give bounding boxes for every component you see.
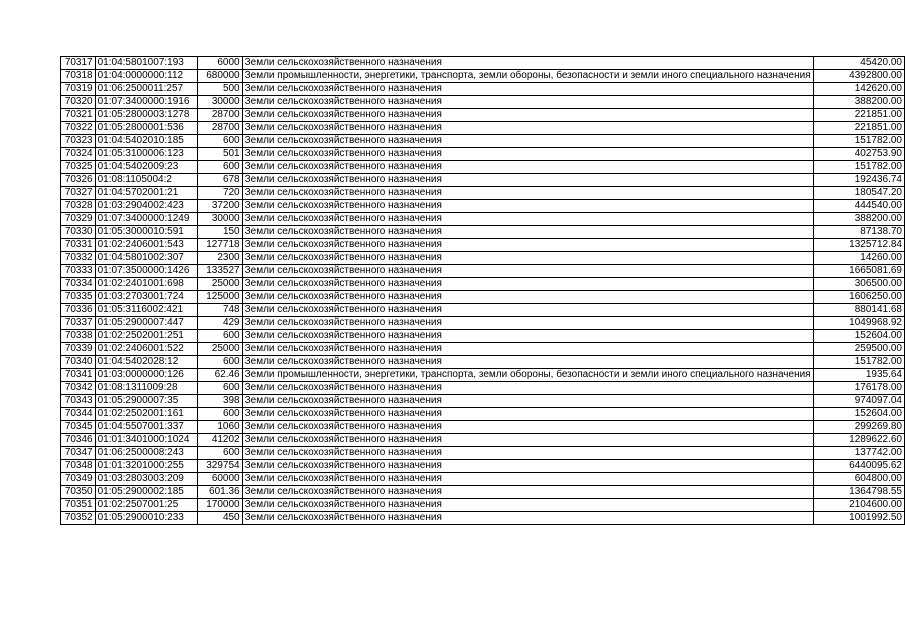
row-number-cell: 70320 <box>61 96 96 109</box>
cadastral-value-cell: 1935.64 <box>813 369 904 382</box>
cadastral-value-cell: 151782.00 <box>813 356 904 369</box>
cadastral-value-cell: 1665081.69 <box>813 265 904 278</box>
area-cell: 600 <box>198 382 243 395</box>
cadastral-value-cell: 6440095.62 <box>813 460 904 473</box>
row-number-cell: 70351 <box>61 499 96 512</box>
cadastral-number-cell: 01:05:3000010:591 <box>95 226 197 239</box>
cadastral-number-cell: 01:05:2900002:185 <box>95 486 197 499</box>
land-category-cell: Земли сельскохозяйственного назначения <box>242 421 813 434</box>
row-number-cell: 70340 <box>61 356 96 369</box>
table-row <box>61 122 905 135</box>
row-number-cell: 70333 <box>61 265 96 278</box>
table-row <box>61 304 905 317</box>
cadastral-value-cell: 1049968.92 <box>813 317 904 330</box>
table-row <box>61 174 905 187</box>
cadastral-number-cell: 01:07:3500000:1426 <box>95 265 197 278</box>
land-category-cell: Земли сельскохозяйственного назначения <box>242 317 813 330</box>
cadastral-number-cell: 01:06:2500008:243 <box>95 447 197 460</box>
cadastral-value-cell: 388200.00 <box>813 96 904 109</box>
area-cell: 41202 <box>198 434 243 447</box>
area-cell: 720 <box>198 187 243 200</box>
cadastral-value-cell: 152604.00 <box>813 330 904 343</box>
cadastral-number-cell: 01:02:2507001:25 <box>95 499 197 512</box>
area-cell: 329754 <box>198 460 243 473</box>
area-cell: 600 <box>198 161 243 174</box>
area-cell: 30000 <box>198 96 243 109</box>
row-number-cell: 70332 <box>61 252 96 265</box>
row-number-cell: 70326 <box>61 174 96 187</box>
area-cell: 25000 <box>198 343 243 356</box>
table-row <box>61 57 905 70</box>
area-cell: 6000 <box>198 57 243 70</box>
row-number-cell: 70339 <box>61 343 96 356</box>
table-row <box>61 213 905 226</box>
land-category-cell: Земли сельскохозяйственного назначения <box>242 96 813 109</box>
cadastral-number-cell: 01:02:2406001:543 <box>95 239 197 252</box>
land-category-cell: Земли сельскохозяйственного назначения <box>242 278 813 291</box>
area-cell: 125000 <box>198 291 243 304</box>
land-category-cell: Земли сельскохозяйственного назначения <box>242 83 813 96</box>
cadastral-number-cell: 01:03:2904002:423 <box>95 200 197 213</box>
cadastral-number-cell: 01:08:1311009:28 <box>95 382 197 395</box>
table-row <box>61 369 905 382</box>
cadastral-value-cell: 221851.00 <box>813 122 904 135</box>
row-number-cell: 70317 <box>61 57 96 70</box>
land-registry-table <box>60 56 905 525</box>
area-cell: 680000 <box>198 70 243 83</box>
cadastral-number-cell: 01:04:5801007:193 <box>95 57 197 70</box>
cadastral-number-cell: 01:05:2800001:536 <box>95 122 197 135</box>
cadastral-value-cell: 142620.00 <box>813 83 904 96</box>
area-cell: 501 <box>198 148 243 161</box>
area-cell: 600 <box>198 408 243 421</box>
land-category-cell: Земли сельскохозяйственного назначения <box>242 447 813 460</box>
cadastral-value-cell: 176178.00 <box>813 382 904 395</box>
area-cell: 25000 <box>198 278 243 291</box>
row-number-cell: 70319 <box>61 83 96 96</box>
cadastral-value-cell: 604800.00 <box>813 473 904 486</box>
area-cell: 28700 <box>198 122 243 135</box>
table-row <box>61 421 905 434</box>
table-row <box>61 460 905 473</box>
land-category-cell: Земли сельскохозяйственного назначения <box>242 460 813 473</box>
row-number-cell: 70349 <box>61 473 96 486</box>
area-cell: 2300 <box>198 252 243 265</box>
land-category-cell: Земли сельскохозяйственного назначения <box>242 434 813 447</box>
land-category-cell: Земли сельскохозяйственного назначения <box>242 343 813 356</box>
cadastral-number-cell: 01:01:3201000:255 <box>95 460 197 473</box>
row-number-cell: 70328 <box>61 200 96 213</box>
cadastral-value-cell: 299269.80 <box>813 421 904 434</box>
area-cell: 600 <box>198 447 243 460</box>
cadastral-value-cell: 388200.00 <box>813 213 904 226</box>
row-number-cell: 70348 <box>61 460 96 473</box>
table-row <box>61 343 905 356</box>
row-number-cell: 70325 <box>61 161 96 174</box>
area-cell: 127718 <box>198 239 243 252</box>
area-cell: 601.36 <box>198 486 243 499</box>
cadastral-value-cell: 306500.00 <box>813 278 904 291</box>
row-number-cell: 70329 <box>61 213 96 226</box>
land-category-cell: Земли сельскохозяйственного назначения <box>242 122 813 135</box>
row-number-cell: 70342 <box>61 382 96 395</box>
row-number-cell: 70322 <box>61 122 96 135</box>
table-row <box>61 109 905 122</box>
area-cell: 60000 <box>198 473 243 486</box>
cadastral-number-cell: 01:01:3401000:1024 <box>95 434 197 447</box>
row-number-cell: 70327 <box>61 187 96 200</box>
table-row <box>61 408 905 421</box>
land-category-cell: Земли сельскохозяйственного назначения <box>242 499 813 512</box>
cadastral-value-cell: 1364798.55 <box>813 486 904 499</box>
cadastral-value-cell: 180547.20 <box>813 187 904 200</box>
table-row <box>61 83 905 96</box>
land-category-cell: Земли сельскохозяйственного назначения <box>242 239 813 252</box>
land-category-cell: Земли сельскохозяйственного назначения <box>242 148 813 161</box>
row-number-cell: 70347 <box>61 447 96 460</box>
land-category-cell: Земли сельскохозяйственного назначения <box>242 408 813 421</box>
table-body <box>61 57 905 525</box>
land-category-cell: Земли сельскохозяйственного назначения <box>242 252 813 265</box>
cadastral-number-cell: 01:07:3400000:1916 <box>95 96 197 109</box>
cadastral-value-cell: 2104600.00 <box>813 499 904 512</box>
table-row <box>61 486 905 499</box>
cadastral-value-cell: 1289622.60 <box>813 434 904 447</box>
cadastral-number-cell: 01:02:2502001:161 <box>95 408 197 421</box>
land-category-cell: Земли промышленности, энергетики, транспорта, земли обороны, безопасности и земли иного специального назначения <box>242 369 813 382</box>
cadastral-value-cell: 402753.90 <box>813 148 904 161</box>
land-category-cell: Земли сельскохозяйственного назначения <box>242 265 813 278</box>
row-number-cell: 70321 <box>61 109 96 122</box>
land-category-cell: Земли сельскохозяйственного назначения <box>242 135 813 148</box>
table-row <box>61 291 905 304</box>
land-category-cell: Земли сельскохозяйственного назначения <box>242 200 813 213</box>
cadastral-value-cell: 974097.04 <box>813 395 904 408</box>
cadastral-value-cell: 14260.00 <box>813 252 904 265</box>
row-number-cell: 70338 <box>61 330 96 343</box>
cadastral-number-cell: 01:04:5801002:307 <box>95 252 197 265</box>
row-number-cell: 70331 <box>61 239 96 252</box>
row-number-cell: 70350 <box>61 486 96 499</box>
row-number-cell: 70330 <box>61 226 96 239</box>
table-row <box>61 187 905 200</box>
row-number-cell: 70352 <box>61 512 96 525</box>
table-row <box>61 96 905 109</box>
table-row <box>61 317 905 330</box>
cadastral-number-cell: 01:04:5402009:23 <box>95 161 197 174</box>
cadastral-number-cell: 01:08:1105004:2 <box>95 174 197 187</box>
row-number-cell: 70344 <box>61 408 96 421</box>
cadastral-value-cell: 4392800.00 <box>813 70 904 83</box>
table-row <box>61 200 905 213</box>
cadastral-number-cell: 01:02:2406001:522 <box>95 343 197 356</box>
cadastral-number-cell: 01:03:2703001:724 <box>95 291 197 304</box>
area-cell: 170000 <box>198 499 243 512</box>
area-cell: 678 <box>198 174 243 187</box>
row-number-cell: 70335 <box>61 291 96 304</box>
row-number-cell: 70324 <box>61 148 96 161</box>
land-category-cell: Земли сельскохозяйственного назначения <box>242 174 813 187</box>
row-number-cell: 70334 <box>61 278 96 291</box>
row-number-cell: 70323 <box>61 135 96 148</box>
table-row <box>61 395 905 408</box>
area-cell: 450 <box>198 512 243 525</box>
table-row <box>61 265 905 278</box>
land-category-cell: Земли сельскохозяйственного назначения <box>242 213 813 226</box>
table-row <box>61 239 905 252</box>
cadastral-number-cell: 01:04:5402028:12 <box>95 356 197 369</box>
land-category-cell: Земли сельскохозяйственного назначения <box>242 57 813 70</box>
cadastral-number-cell: 01:06:2500011:257 <box>95 83 197 96</box>
area-cell: 1060 <box>198 421 243 434</box>
cadastral-value-cell: 192436.74 <box>813 174 904 187</box>
cadastral-value-cell: 45420.00 <box>813 57 904 70</box>
land-category-cell: Земли сельскохозяйственного назначения <box>242 304 813 317</box>
cadastral-number-cell: 01:07:3400000:1249 <box>95 213 197 226</box>
row-number-cell: 70318 <box>61 70 96 83</box>
area-cell: 28700 <box>198 109 243 122</box>
cadastral-value-cell: 259500.00 <box>813 343 904 356</box>
table-row <box>61 252 905 265</box>
row-number-cell: 70346 <box>61 434 96 447</box>
area-cell: 398 <box>198 395 243 408</box>
table-row <box>61 148 905 161</box>
cadastral-value-cell: 151782.00 <box>813 135 904 148</box>
cadastral-value-cell: 137742.00 <box>813 447 904 460</box>
cadastral-number-cell: 01:04:0000000:112 <box>95 70 197 83</box>
cadastral-number-cell: 01:04:5702001:21 <box>95 187 197 200</box>
area-cell: 150 <box>198 226 243 239</box>
table-row <box>61 499 905 512</box>
row-number-cell: 70337 <box>61 317 96 330</box>
cadastral-value-cell: 444540.00 <box>813 200 904 213</box>
cadastral-number-cell: 01:04:5402010:185 <box>95 135 197 148</box>
cadastral-number-cell: 01:05:2900007:447 <box>95 317 197 330</box>
table-row <box>61 135 905 148</box>
table-row <box>61 161 905 174</box>
cadastral-value-cell: 87138.70 <box>813 226 904 239</box>
row-number-cell: 70341 <box>61 369 96 382</box>
land-category-cell: Земли сельскохозяйственного назначения <box>242 395 813 408</box>
cadastral-value-cell: 152604.00 <box>813 408 904 421</box>
row-number-cell: 70336 <box>61 304 96 317</box>
table-row <box>61 226 905 239</box>
land-category-cell: Земли сельскохозяйственного назначения <box>242 330 813 343</box>
cadastral-number-cell: 01:03:2803003:209 <box>95 473 197 486</box>
area-cell: 133527 <box>198 265 243 278</box>
table-row <box>61 330 905 343</box>
land-category-cell: Земли сельскохозяйственного назначения <box>242 187 813 200</box>
land-category-cell: Земли сельскохозяйственного назначения <box>242 356 813 369</box>
cadastral-number-cell: 01:05:2800003:1278 <box>95 109 197 122</box>
area-cell: 600 <box>198 356 243 369</box>
land-category-cell: Земли сельскохозяйственного назначения <box>242 512 813 525</box>
area-cell: 37200 <box>198 200 243 213</box>
land-category-cell: Земли сельскохозяйственного назначения <box>242 109 813 122</box>
cadastral-value-cell: 1606250.00 <box>813 291 904 304</box>
cadastral-number-cell: 01:05:3100006:123 <box>95 148 197 161</box>
table-row <box>61 70 905 83</box>
land-category-cell: Земли сельскохозяйственного назначения <box>242 486 813 499</box>
land-category-cell: Земли сельскохозяйственного назначения <box>242 226 813 239</box>
table-row <box>61 473 905 486</box>
table-row <box>61 356 905 369</box>
cadastral-number-cell: 01:05:2900007:35 <box>95 395 197 408</box>
table-row <box>61 512 905 525</box>
area-cell: 30000 <box>198 213 243 226</box>
land-category-cell: Земли сельскохозяйственного назначения <box>242 473 813 486</box>
cadastral-value-cell: 1001992.50 <box>813 512 904 525</box>
area-cell: 62.46 <box>198 369 243 382</box>
land-category-cell: Земли сельскохозяйственного назначения <box>242 291 813 304</box>
table-row <box>61 434 905 447</box>
table-row <box>61 447 905 460</box>
area-cell: 600 <box>198 330 243 343</box>
cadastral-value-cell: 1325712.84 <box>813 239 904 252</box>
area-cell: 748 <box>198 304 243 317</box>
area-cell: 600 <box>198 135 243 148</box>
table-row <box>61 278 905 291</box>
area-cell: 500 <box>198 83 243 96</box>
land-category-cell: Земли сельскохозяйственного назначения <box>242 382 813 395</box>
area-cell: 429 <box>198 317 243 330</box>
land-category-cell: Земли сельскохозяйственного назначения <box>242 161 813 174</box>
table-row <box>61 382 905 395</box>
cadastral-number-cell: 01:05:2900010:233 <box>95 512 197 525</box>
cadastral-number-cell: 01:03:0000000:126 <box>95 369 197 382</box>
cadastral-number-cell: 01:04:5507001:337 <box>95 421 197 434</box>
cadastral-value-cell: 221851.00 <box>813 109 904 122</box>
row-number-cell: 70345 <box>61 421 96 434</box>
row-number-cell: 70343 <box>61 395 96 408</box>
land-category-cell: Земли промышленности, энергетики, транспорта, земли обороны, безопасности и земли иного специального назначения <box>242 70 813 83</box>
cadastral-value-cell: 880141.68 <box>813 304 904 317</box>
cadastral-number-cell: 01:02:2502001:251 <box>95 330 197 343</box>
cadastral-number-cell: 01:02:2401001:698 <box>95 278 197 291</box>
cadastral-number-cell: 01:05:3116002:421 <box>95 304 197 317</box>
cadastral-value-cell: 151782.00 <box>813 161 904 174</box>
